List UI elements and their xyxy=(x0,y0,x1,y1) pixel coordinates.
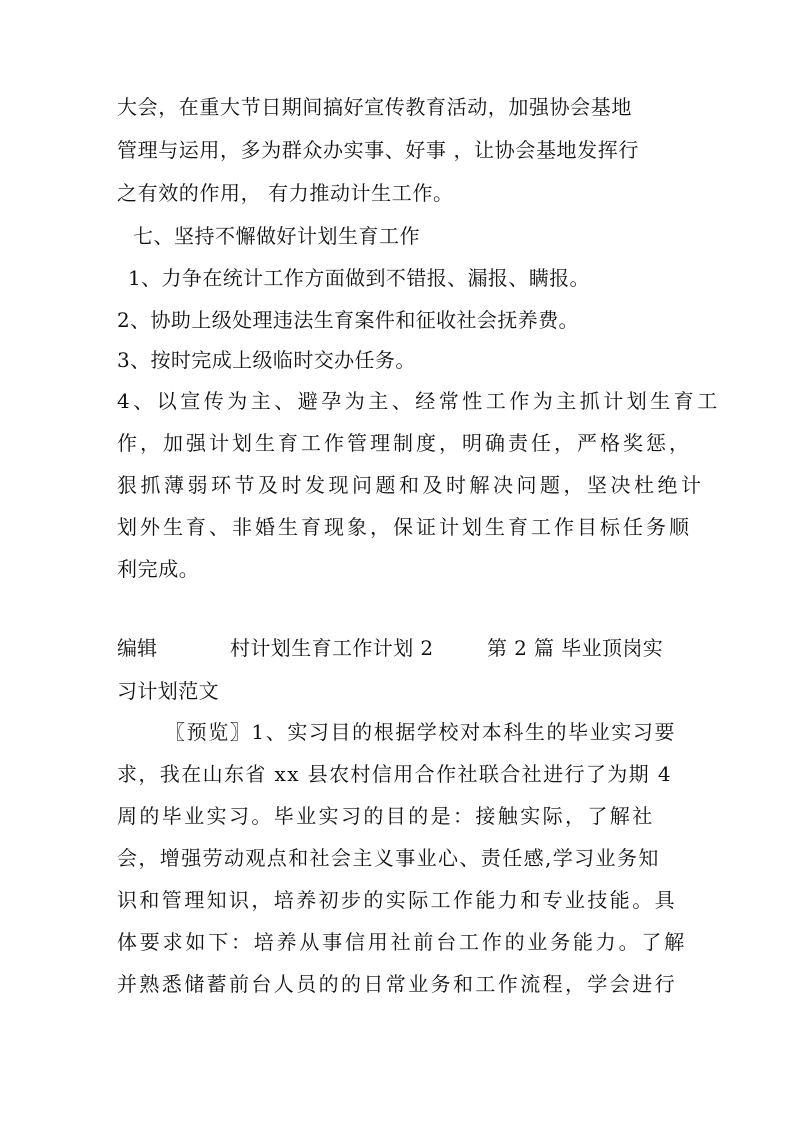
preview-text-line: 会，增强劳动观点和社会主义事业心、责任感,学习业务知 xyxy=(117,846,660,870)
body-text-line: 利完成。 xyxy=(117,557,200,581)
list-item: 3、按时完成上级临时交办任务。 xyxy=(117,348,416,372)
article-title xyxy=(117,638,677,662)
article-title-continued: 习计划范文 xyxy=(117,679,219,703)
section-heading: 七、坚持不懈做好计划生育工作 xyxy=(133,224,420,248)
body-text-line: 作，加强计划生育工作管理制度，明确责任，严格奖惩， xyxy=(117,431,692,455)
preview-text-line: 识和管理知识，培养初步的实际工作能力和专业技能。具 xyxy=(117,888,677,912)
body-text-line: 划外生育、非婚生育现象，保证计划生育工作目标任务顺 xyxy=(117,515,692,539)
body-text-line: 管理与运用，多为群众办实事、好事 ，让协会基地发挥行 xyxy=(117,138,639,162)
body-text-line: 大会，在重大节日期间搞好宣传教育活动，加强协会基地 xyxy=(117,95,632,119)
part-title: 第 2 篇 毕业顶岗实 xyxy=(487,636,664,660)
plan-title: 村计划生育工作计划 2 xyxy=(230,636,434,660)
preview-text-line: 求，我在山东省 xx 县农村信用合作社联合社进行了为期 4 xyxy=(117,762,672,786)
preview-text-line: 并熟悉储蓄前台人员的的日常业务和工作流程，学会进行 xyxy=(117,972,677,996)
list-item: 1、力争在统计工作方面做到不错报、漏报、瞒报。 xyxy=(128,266,590,290)
body-text-line: 之有效的作用， 有力推动计生工作。 xyxy=(117,181,454,205)
preview-text-line: 〖预览〗1、实习目的根据学校对本科生的毕业实习要 xyxy=(165,720,677,744)
preview-text-line: 体要求如下：培养从事信用社前台工作的业务能力。了解 xyxy=(117,930,687,954)
body-text-line: 狠抓薄弱环节及时发现问题和及时解决问题，坚决杜绝计 xyxy=(117,473,705,497)
edit-label: 编辑 xyxy=(117,636,157,660)
list-item: 4、以宣传为主、避孕为主、经常性工作为主抓计划生育工 xyxy=(117,389,721,413)
list-item: 2、协助上级处理违法生育案件和征收社会抚养费。 xyxy=(117,308,579,332)
preview-text-line: 周的毕业实习。毕业实习的目的是：接触实际，了解社 xyxy=(117,804,655,828)
